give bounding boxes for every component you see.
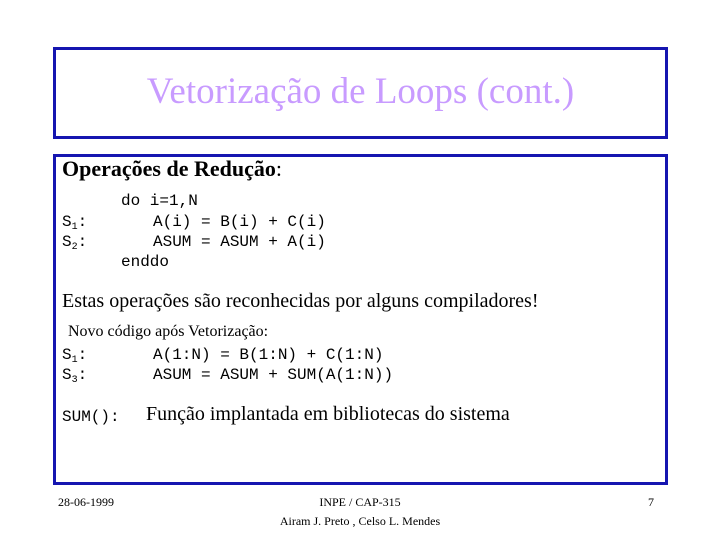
section-heading-bold: Operações de Redução: [62, 156, 276, 181]
vs3-letter: S: [62, 366, 72, 384]
loop-s1-label: $S_1$:: [62, 213, 88, 233]
sum-code: SUM():: [62, 408, 120, 426]
s1-subscript: 1: [71, 222, 78, 233]
footer-page-number: 7: [648, 495, 654, 509]
vector-s1-label: $S_1$:: [62, 346, 88, 366]
loop-s2-code: ASUM = ASUM + A(i): [153, 233, 326, 251]
vs1-subscript: 1: [71, 355, 78, 366]
vector-s3-label: $S_3$:: [62, 366, 88, 386]
title-box: [53, 47, 668, 139]
vs1-letter: S: [62, 346, 72, 364]
slide-title: Vetorização de Loops (cont.): [146, 71, 575, 112]
reduction-note: Estas operações são reconhecidas por alguns compiladores!: [62, 290, 539, 312]
s1-letter: S: [62, 213, 72, 231]
vector-heading: Novo código após Vetorização:: [68, 323, 269, 340]
vector-s3-code: ASUM = ASUM + SUM(A(1:N)): [153, 366, 394, 384]
footer-date: 28-06-1999: [58, 495, 114, 509]
section-heading: [62, 158, 282, 180]
footer-course: INPE / CAP-315: [319, 495, 401, 509]
section-heading-suffix: :: [275, 156, 282, 181]
loop-enddo-line: enddo: [121, 253, 170, 271]
sum-description: Função implantada em bibliotecas do sistema: [146, 403, 510, 425]
vector-s1-code: A(1:N) = B(1:N) + C(1:N): [153, 346, 384, 364]
vs3-subscript: 3: [71, 375, 78, 386]
s2-subscript: 2: [71, 242, 78, 253]
footer-authors: Airam J. Preto , Celso L. Mendes: [279, 514, 441, 528]
loop-do-line: do i=1,N: [121, 192, 198, 210]
loop-s1-code: A(i) = B(i) + C(i): [153, 213, 326, 231]
s2-letter: S: [62, 233, 72, 251]
loop-s2-label: $S_2$:: [62, 233, 88, 253]
